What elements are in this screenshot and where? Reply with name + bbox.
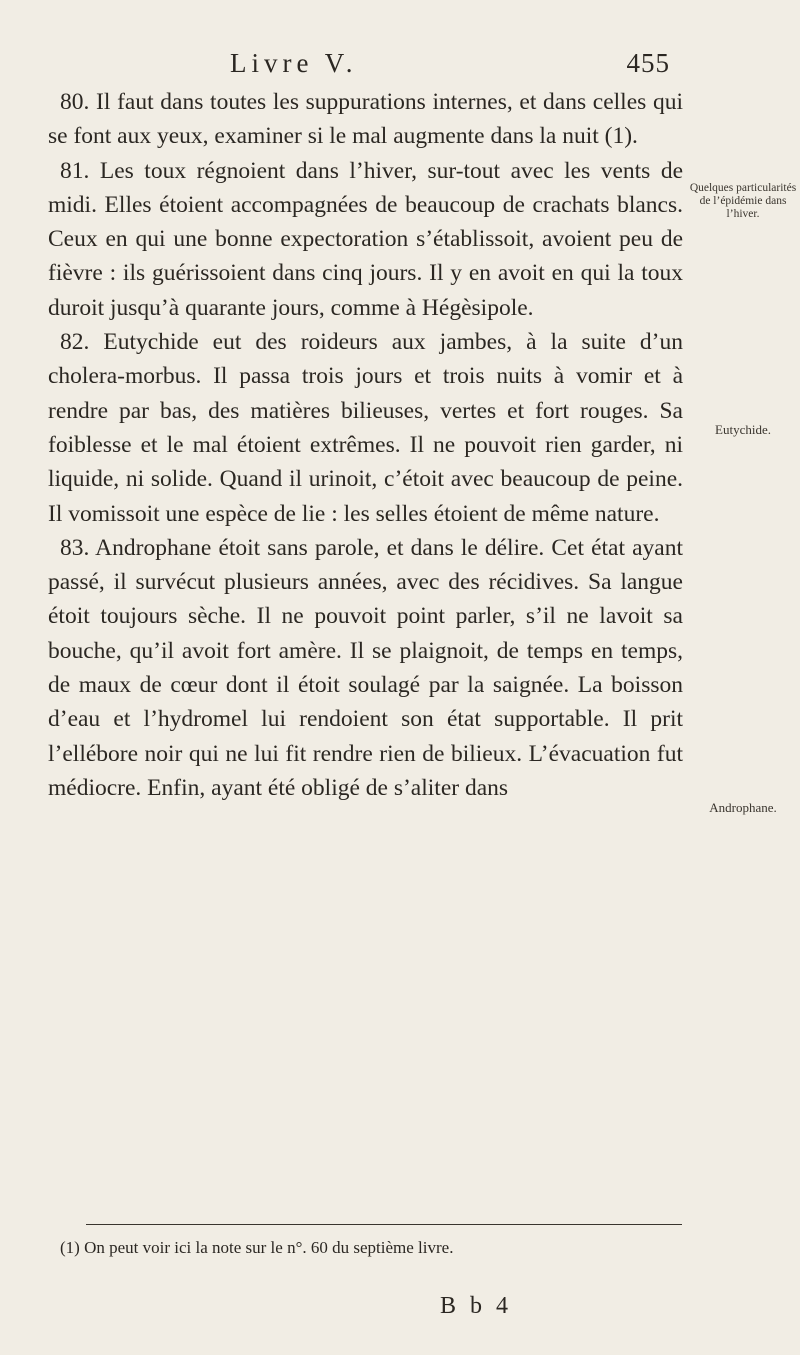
main-text bbox=[48, 85, 683, 805]
footnote-divider bbox=[86, 1224, 682, 1225]
paragraph-80: 80. Il faut dans toutes les suppurations internes, et dans celles qui se font aux yeux, examiner si le mal augmente dans la nuit (1). bbox=[48, 89, 683, 150]
page-header bbox=[230, 48, 670, 79]
paragraph-81: 81. Les toux régnoient dans l’hiver, sur-tout avec les vents de midi. Elles étoient accompagnées de beaucoup de crachats blancs. Ceux en qui une bonne expectoration s’établissoit, avoient peu de fièvre : ils guérissoient dans cinq jours. Il y en avoit en qui la toux duroit jusqu’à quarante jours, comme à Hégèsipole. bbox=[48, 157, 683, 321]
paragraph-83: 83. Androphane étoit sans parole, et dans le délire. Cet état ayant passé, il survécut plusieurs années, avec des récidives. Sa langue étoit toujours sèche. Il ne pouvoit point parler, s’il ne lavoit sa bouche, qu’il avoit fort amère. Il se plaignoit, de temps en temps, de maux de cœur dont il étoit soulagé par la saignée. La boisson d’eau et l’hydromel lui rendoient son état supportable. Il prit l’ellébore noir qui ne lui fit rendre rien de bilieux. L’évacuation fut médiocre. Enfin, ayant été obligé de s’aliter dans bbox=[48, 534, 683, 801]
margin-note-eutychide: Eutychide. bbox=[715, 422, 771, 437]
paragraph-82: 82. Eutychide eut des roideurs aux jambes, à la suite d’un cholera-morbus. Il passa trois jours et trois nuits à vomir et à rendre par bas, des matières bilieuses, vertes et fort rouges. Sa foiblesse et le mal étoient extrêmes. Il ne pouvoit rien garder, ni liquide, ni solide. Quand il urinoit, c’étoit avec beaucoup de peine. Il vomissoit une espèce de lie : les selles étoient de même nature. bbox=[48, 329, 683, 527]
page-number: 455 bbox=[626, 48, 670, 78]
running-title: Livre V. bbox=[230, 48, 358, 78]
signature-mark: B b 4 bbox=[440, 1293, 513, 1319]
footnote-text: (1) On peut voir ici la note sur le n°. 60 du septième livre. bbox=[60, 1238, 454, 1257]
margin-note-winter: Quelques particularités de l’épidémie dans l’hiver. bbox=[689, 182, 797, 220]
margin-note-androphane: Androphane. bbox=[709, 800, 777, 815]
footnote bbox=[48, 1236, 683, 1260]
